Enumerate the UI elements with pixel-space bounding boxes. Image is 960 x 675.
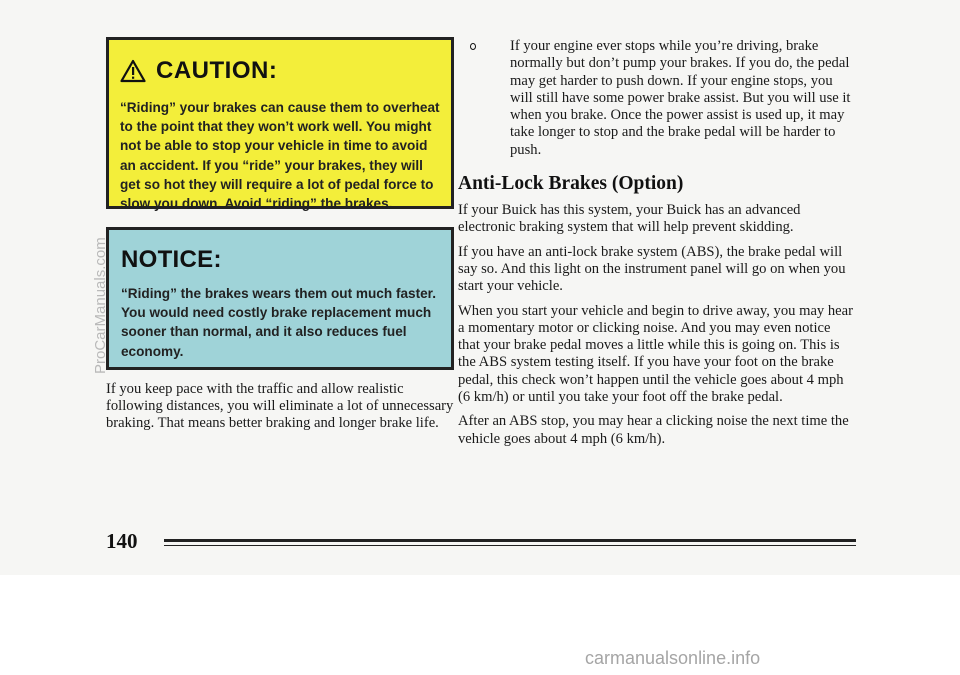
section-heading: Anti-Lock Brakes (Option): [458, 173, 684, 195]
footer-rule-thin: [164, 545, 856, 546]
page-number: 140: [106, 529, 138, 553]
caution-title: CAUTION:: [156, 57, 278, 84]
side-watermark: ProCarManuals.com: [92, 237, 109, 374]
engine-stop-bullet: [458, 38, 854, 159]
abs-paragraph-4: After an ABS stop, you may hear a clicking noise the next time the vehicle goes about 4 mph (6 km/h).: [458, 413, 849, 447]
bullet-text: If your engine ever stops while you’re driving, brake normally but don’t pump your brakes. If you do, the pedal may get harder to push down. If your engine stops, you will still have some power brake assist. But you will use it when you brake. Once the power assist is used up, it may take longer to stop and the brake pedal will be harder to push.: [510, 38, 851, 158]
caution-header: [120, 54, 441, 88]
notice-text: “Riding” the brakes wears them out much faster. You would need costly brake replacement much sooner than normal, and it also reduces fuel economy.: [121, 286, 436, 359]
abs-paragraph-2: If you have an anti-lock brake system (ABS), the brake pedal will say so. And this light on the instrument panel will go on when you start your vehicle.: [458, 243, 846, 295]
warning-triangle-icon: [120, 59, 146, 83]
footer-rule: [164, 539, 856, 542]
right-column: [458, 38, 854, 455]
caution-text: “Riding” your brakes can cause them to overheat to the point that they won’t work well. You might not be able to stop your vehicle in time to avoid an accident. If you “ride” your brakes, they will get so hot they will require a lot of pedal force to slow you down. Avoid “riding” the brakes.: [120, 100, 440, 212]
caution-box: [106, 37, 454, 212]
bottom-watermark: carmanualsonline.info: [585, 648, 761, 668]
traffic-paragraph: If you keep pace with the traffic and allow realistic following distances, you will eliminate a lot of unnecessary braking. That means better braking and longer brake life.: [106, 381, 454, 432]
abs-paragraph-3: When you start your vehicle and begin to drive away, you may hear a momentary motor or clicking noise. And you may even notice that your brake pedal moves a little while this is going on. This is the ABS system testing itself. If you have your foot on the brake pedal, this check won’t happen until the vehicle goes about 4 mph (6 km/h) or until you take your foot off the brake pedal.: [458, 302, 853, 406]
abs-paragraph-1: If your Buick has this system, your Buick has an advanced electronic braking system that will help prevent skidding.: [458, 202, 801, 236]
notice-box: [106, 227, 454, 370]
notice-title: NOTICE:: [121, 246, 222, 273]
bullet-icon: [470, 43, 476, 50]
